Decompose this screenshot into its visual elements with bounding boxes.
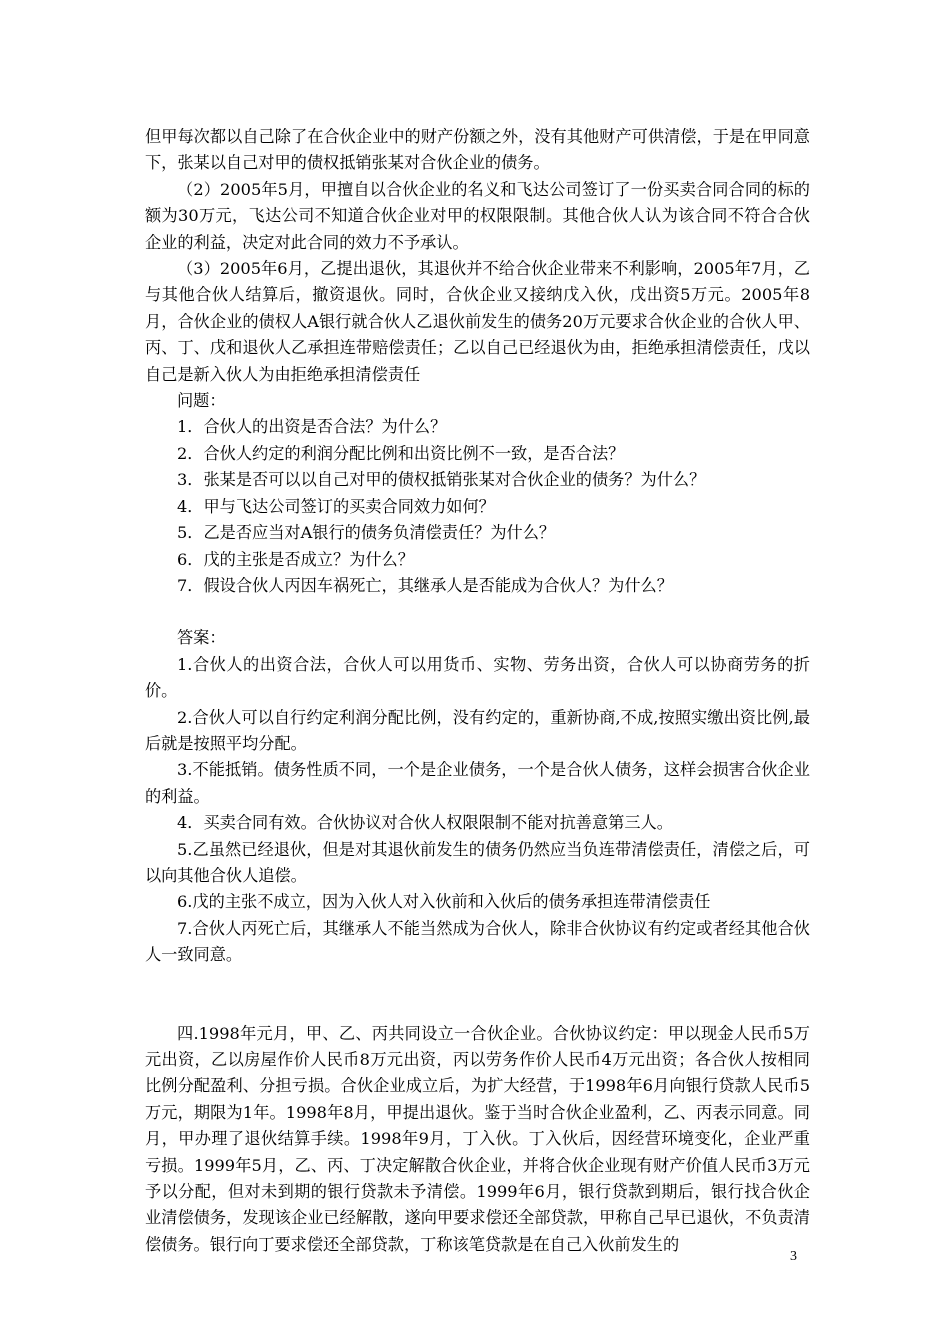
- paragraph-continuation: 但甲每次都以自己除了在合伙企业中的财产份额之外，没有其他财产可供清偿，于是在甲同意下，张某以自己对甲的债权抵销张某对合伙企业的债务。: [145, 127, 810, 173]
- paragraph-case-item-3: （3）2005年6月，乙提出退伙，其退伙并不给合伙企业带来不利影响，2005年7月，乙与其他合伙人结算后，撤资退伙。同时，合伙企业又接纳戊入伙，戊出资5万元。2005年8月，合伙企业的债权人A银行就合伙人乙退伙前发生的债务20万元要求合伙企业的合伙人甲、丙、丁、戊和退伙人乙承担连带赔偿责任；乙以自己已经退伙为由，拒绝承担清偿责任，戊以自己是新入伙人为由拒绝承担清偿责任: [145, 259, 810, 384]
- question-item: 6．戊的主张是否成立？为什么？: [177, 549, 414, 569]
- answer-item: 4．买卖合同有效。合伙协议对合伙人权限限制不能对抗善意第三人。: [177, 813, 673, 833]
- answer-item: 2.合伙人可以自行约定利润分配比例，没有约定的，重新协商,不成,按照实缴出资比例,最后就是按照平均分配。: [145, 707, 810, 753]
- answer-item: 3.不能抵销。债务性质不同，一个是企业债务，一个是合伙人债务，这样会损害合伙企业的利益。: [145, 760, 810, 806]
- question-item: 7．假设合伙人丙因车祸死亡，其继承人是否能成为合伙人？为什么？: [177, 575, 673, 595]
- answer-item: 7.合伙人丙死亡后，其继承人不能当然成为合伙人，除非合伙协议有约定或者经其他合伙人一致同意。: [145, 918, 810, 965]
- answer-item: 1.合伙人的出资合法，合伙人可以用货币、实物、劳务出资，合伙人可以协商劳务的折价。: [145, 654, 810, 701]
- question-item: 1．合伙人的出资是否合法？为什么？: [177, 417, 447, 437]
- paragraph-case-four: 四.1998年元月，甲、乙、丙共同设立一合伙企业。合伙协议约定：甲以现金人民币5万元出资，乙以房屋作价人民币8万元出资，丙以劳务作价人民币4万元出资；各合伙人按相同比例分配盈利、分担亏损。合伙企业成立后，为扩大经营，于1998年6月向银行贷款人民币5万元，期限为1年。1998年8月，甲提出退伙。鉴于当时合伙企业盈利，乙、丙表示同意。同月，甲办理了退伙结算手续。1998年9月，丁入伙。丁入伙后，因经营环境变化，企业严重亏损。1999年5月，乙、丙、丁决定解散合伙企业，并将合伙企业现有财产价值人民币3万元予以分配，但对未到期的银行贷款未予清偿。1999年6月，银行贷款到期后，银行找合伙企业清偿债务，发现该企业已经解散，遂向甲要求偿还全部贷款，甲称自己早已退伙，不负责清偿债务。银行向丁要求偿还全部贷款，丁称该笔贷款是在自己入伙前发生的: [145, 1023, 810, 1254]
- answers-heading: 答案：: [177, 628, 226, 648]
- question-item: 3．张某是否可以以自己对甲的债权抵销张某对合伙企业的债务？为什么？: [177, 470, 706, 490]
- paragraph-case-item-2: （2）2005年5月，甲擅自以合伙企业的名义和飞达公司签订了一份买卖合同合同的标的额为30万元，飞达公司不知道合伙企业对甲的权限限制。其他合伙人认为该合同不符合合伙企业的利益，决定对此合同的效力不予承认。: [145, 179, 810, 252]
- answer-item: 6.戊的主张不成立，因为入伙人对入伙前和入伙后的债务承担连带清偿责任: [177, 892, 711, 912]
- question-item: 4．甲与飞达公司签订的买卖合同效力如何？: [177, 496, 495, 516]
- blank-line: [145, 599, 810, 625]
- answer-item: 5.乙虽然已经退伙，但是对其退伙前发生的债务仍然应当负连带清偿责任，清偿之后，可以向其他合伙人追偿。: [145, 839, 810, 885]
- question-item: 5．乙是否应当对A银行的债务负清偿责任？为什么？: [177, 523, 556, 543]
- document-body: [145, 124, 810, 1258]
- questions-heading: 问题：: [177, 391, 226, 411]
- page-number: 3: [790, 1249, 797, 1264]
- blank-lines: [145, 969, 810, 1021]
- question-item: 2．合伙人约定的利润分配比例和出资比例不一致，是否合法？: [177, 443, 625, 463]
